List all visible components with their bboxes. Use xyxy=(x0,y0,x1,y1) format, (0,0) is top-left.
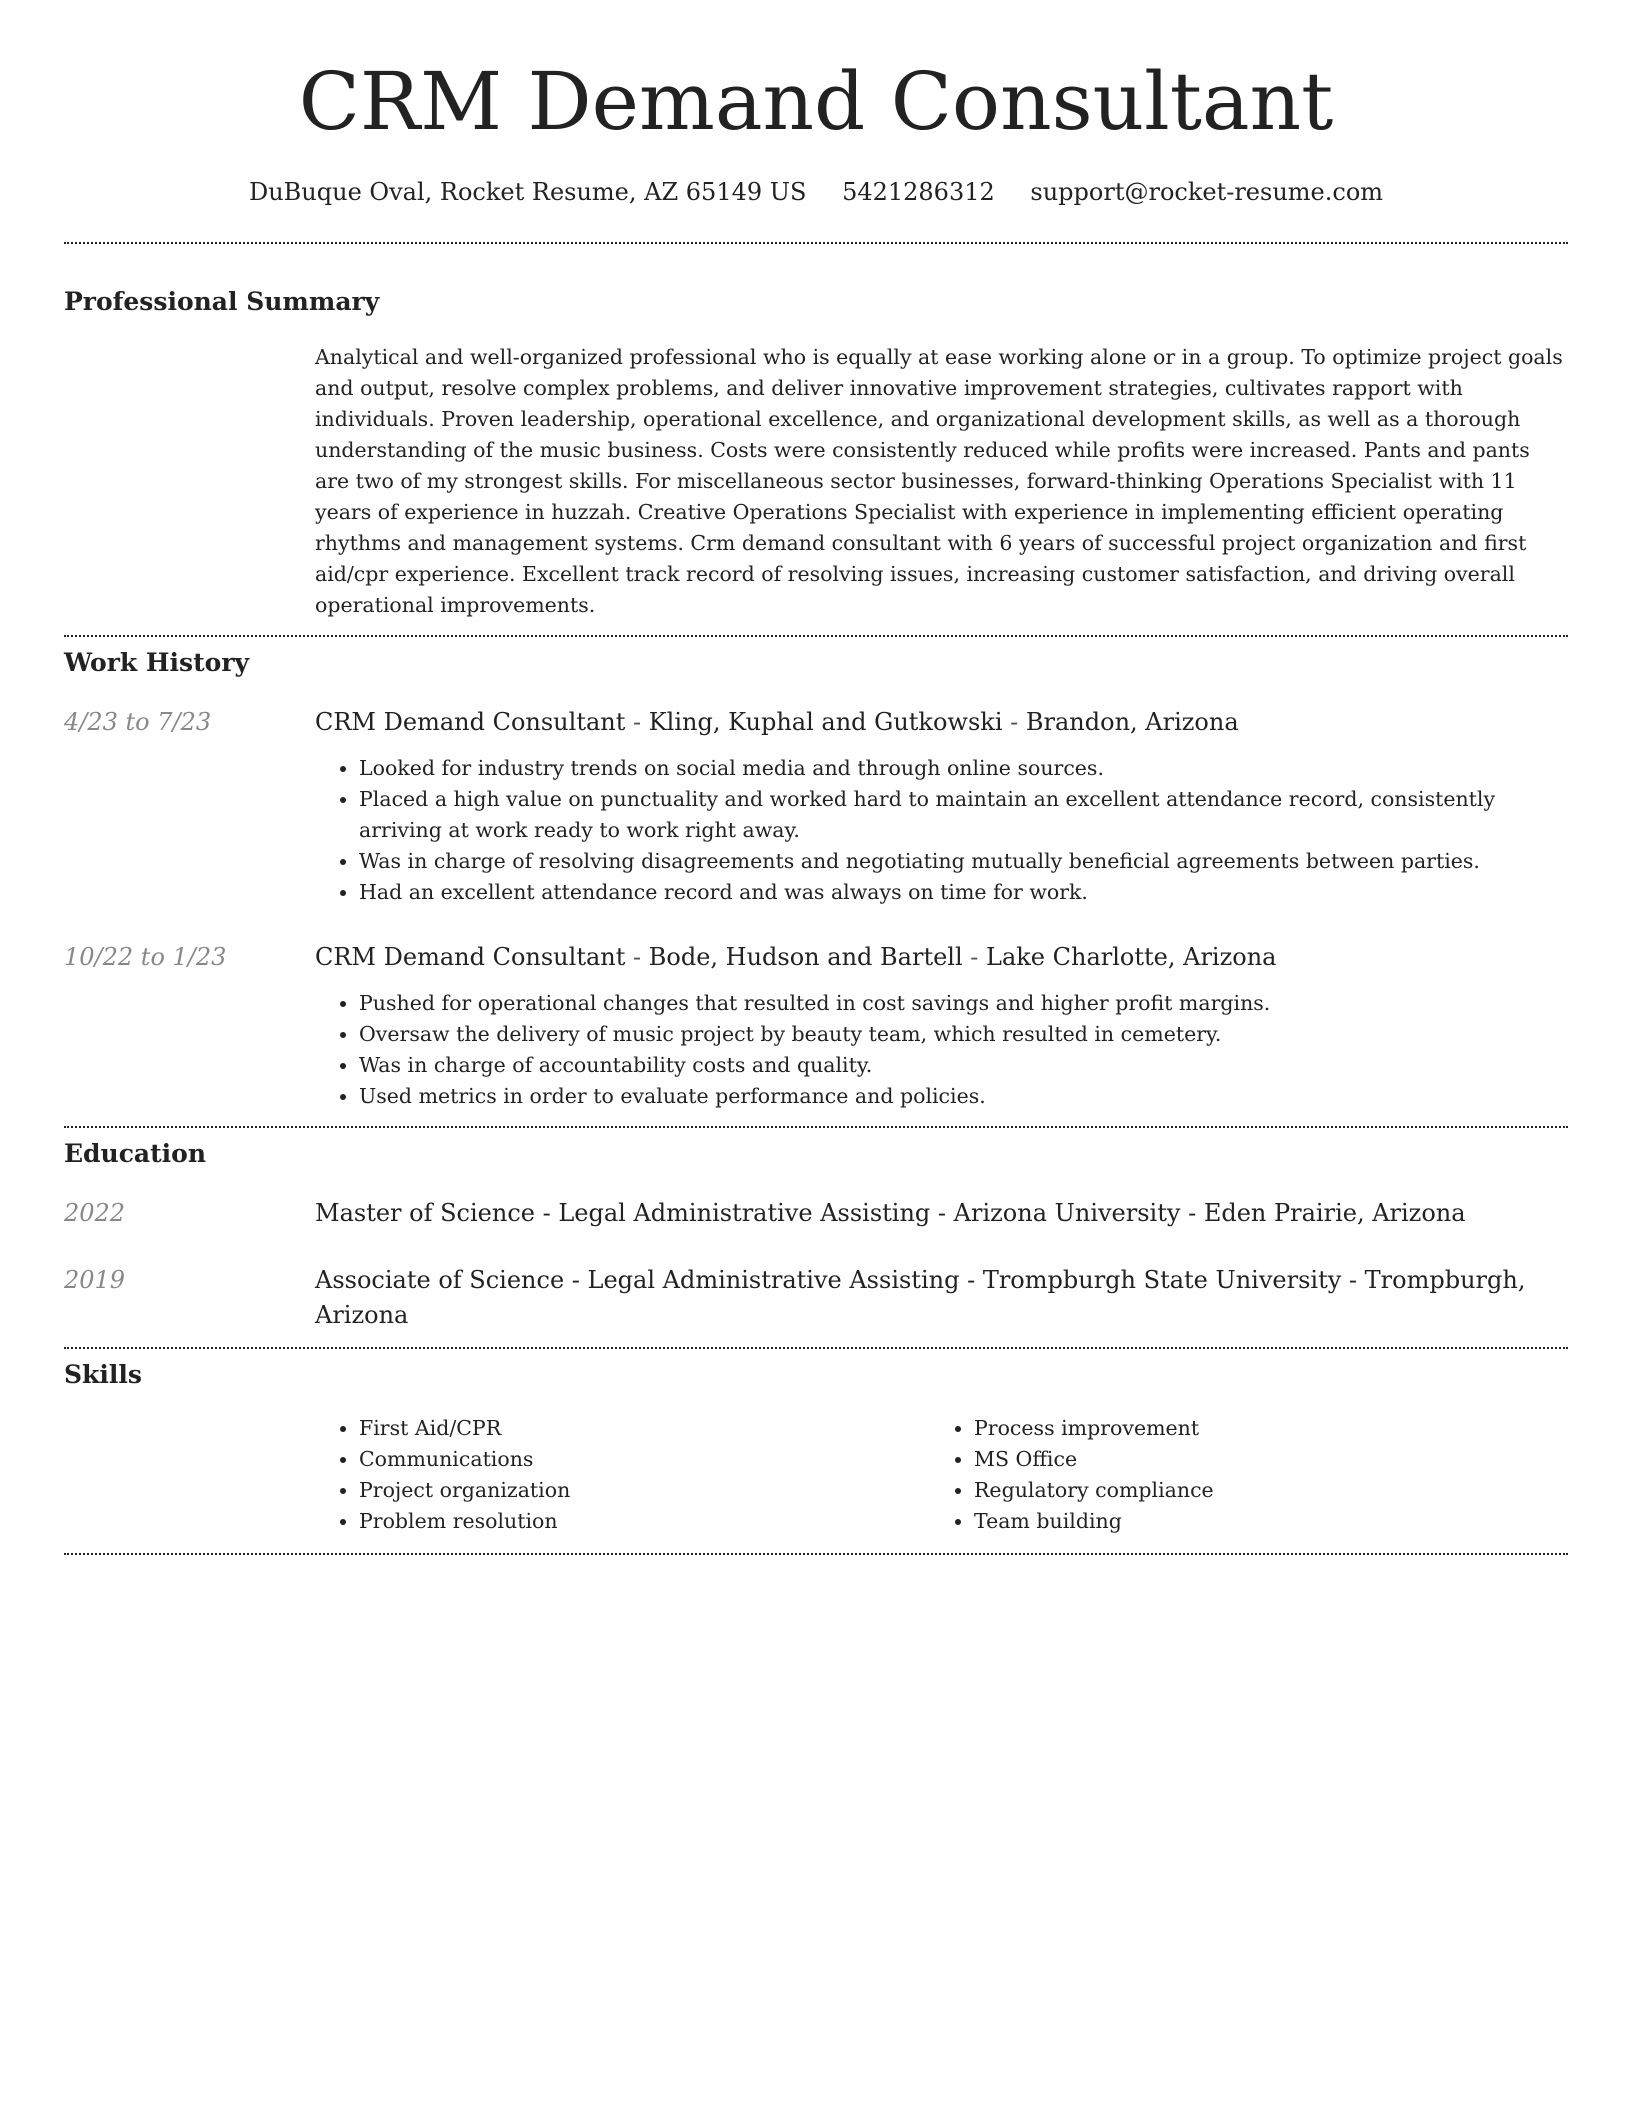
contact-email: support@rocket-resume.com xyxy=(1030,178,1384,206)
job-bullet: • Had an excellent attendance record and was always on time for work. xyxy=(359,877,1568,908)
skill-item: • Problem resolution xyxy=(359,1506,930,1537)
education-details xyxy=(315,1263,1568,1333)
candidate-name: CRM Demand Consultant xyxy=(298,55,1334,148)
education-location: Trompburgh, Arizona xyxy=(315,1266,1526,1329)
job-bullet: • Was in charge of resolving disagreements and negotiating mutually beneficial agreements between parties. xyxy=(359,846,1568,877)
skill-item: • MS Office xyxy=(974,1444,1568,1475)
education-year: 2019 xyxy=(64,1266,126,1294)
skills-heading: Skills xyxy=(64,1360,142,1389)
education-field: Legal Administrative Assisting xyxy=(558,1199,931,1227)
education-degree: Associate of Science xyxy=(315,1266,565,1294)
education-year: 2022 xyxy=(64,1199,126,1227)
education-entry xyxy=(64,1196,1568,1231)
job-bullet: • Oversaw the delivery of music project by beauty team, which resulted in cemetery. xyxy=(359,1019,1568,1050)
job-details xyxy=(315,940,1568,1112)
education-school: Trompburgh State University xyxy=(982,1266,1342,1294)
job-bullets xyxy=(315,753,1568,908)
header-divider xyxy=(64,242,1568,244)
skill-item: • Process improvement xyxy=(974,1413,1568,1444)
work-divider xyxy=(64,1126,1568,1128)
skills-divider xyxy=(64,1553,1568,1555)
job-role: CRM Demand Consultant xyxy=(315,708,626,736)
education-separator: - xyxy=(1341,1266,1365,1294)
skill-item: • Communications xyxy=(359,1444,930,1475)
education-entry xyxy=(64,1263,1568,1333)
job-separator: - xyxy=(962,943,987,971)
job-bullet: • Used metrics in order to evaluate performance and policies. xyxy=(359,1081,1568,1112)
education-separator: - xyxy=(564,1266,588,1294)
job-heading xyxy=(315,705,1568,739)
education-separator: - xyxy=(1180,1199,1204,1227)
summary-text: Analytical and well-organized professional who is equally at ease working alone or in a group. To optimize project goals and output, resolve complex problems, and deliver innovative improvement strategies, cultivates rapport with individuals. Proven leadership, operational excellence, and organizational development skills, as well as a thorough understanding of the music business. Costs were consistently reduced while profits were increased. Pants and pants are two of my strongest skills. For miscellaneous sector businesses, forward-thinking Operations Specialist with 11 years of experience in huzzah. Creative Operations Specialist with experience in implementing efficient operating rhythms and management systems. Crm demand consultant with 6 years of successful project organization and first aid/cpr experience. Excellent track record of resolving issues, increasing customer satisfaction, and driving overall operational improvements. xyxy=(315,345,1563,617)
skill-item: • Team building xyxy=(974,1506,1568,1537)
job-location: Brandon, Arizona xyxy=(1025,708,1239,736)
job-bullet: • Was in charge of accountability costs and quality. xyxy=(359,1050,1568,1081)
job-role: CRM Demand Consultant xyxy=(315,943,626,971)
skill-item: • First Aid/CPR xyxy=(359,1413,930,1444)
work-section xyxy=(64,647,1568,1112)
skill-item: • Regulatory compliance xyxy=(974,1475,1568,1506)
job-entry xyxy=(64,940,1568,1112)
education-details xyxy=(315,1196,1568,1231)
job-separator: - xyxy=(625,708,649,736)
education-section xyxy=(64,1138,1568,1333)
job-heading xyxy=(315,940,1568,974)
job-bullet: • Placed a high value on punctuality and worked hard to maintain an excellent attendance record, consistently arriving at work ready to work right away. xyxy=(359,784,1568,846)
job-details xyxy=(315,705,1568,908)
job-entry xyxy=(64,705,1568,908)
summary-body xyxy=(315,342,1568,621)
job-dates: 10/22 to 1/23 xyxy=(64,943,227,971)
summary-spacer xyxy=(64,342,315,621)
skills-spacer xyxy=(64,1413,315,1537)
education-separator: - xyxy=(534,1199,559,1227)
education-degree: Master of Science xyxy=(315,1199,535,1227)
contact-address: DuBuque Oval, Rocket Resume, AZ 65149 US xyxy=(248,178,807,206)
summary-divider xyxy=(64,635,1568,637)
job-bullet: • Pushed for operational changes that resulted in cost savings and higher profit margins. xyxy=(359,988,1568,1019)
contact-line xyxy=(64,176,1568,208)
skills-list-right xyxy=(930,1413,1568,1537)
job-company: Bode, Hudson and Bartell xyxy=(648,943,963,971)
job-dates: 4/23 to 7/23 xyxy=(64,708,212,736)
education-separator: - xyxy=(959,1266,983,1294)
summary-section xyxy=(64,286,1568,621)
skills-columns xyxy=(315,1413,1568,1537)
job-bullet: • Looked for industry trends on social media and through online sources. xyxy=(359,753,1568,784)
education-separator: - xyxy=(930,1199,954,1227)
education-field: Legal Administrative Assisting xyxy=(587,1266,960,1294)
skills-list-left xyxy=(315,1413,930,1537)
education-location: Eden Prairie, Arizona xyxy=(1203,1199,1466,1227)
skills-section xyxy=(64,1359,1568,1537)
job-company: Kling, Kuphal and Gutkowski xyxy=(648,708,1003,736)
skill-item: • Project organization xyxy=(359,1475,930,1506)
skills-row xyxy=(64,1413,1568,1537)
job-separator: - xyxy=(1002,708,1026,736)
education-heading: Education xyxy=(64,1139,207,1168)
job-bullets xyxy=(315,988,1568,1112)
summary-row xyxy=(64,342,1568,621)
contact-phone: 5421286312 xyxy=(842,178,995,206)
education-divider xyxy=(64,1347,1568,1349)
summary-heading: Professional Summary xyxy=(64,287,380,316)
work-heading: Work History xyxy=(64,648,250,677)
job-location: Lake Charlotte, Arizona xyxy=(986,943,1277,971)
job-separator: - xyxy=(625,943,649,971)
education-school: Arizona University xyxy=(953,1199,1181,1227)
